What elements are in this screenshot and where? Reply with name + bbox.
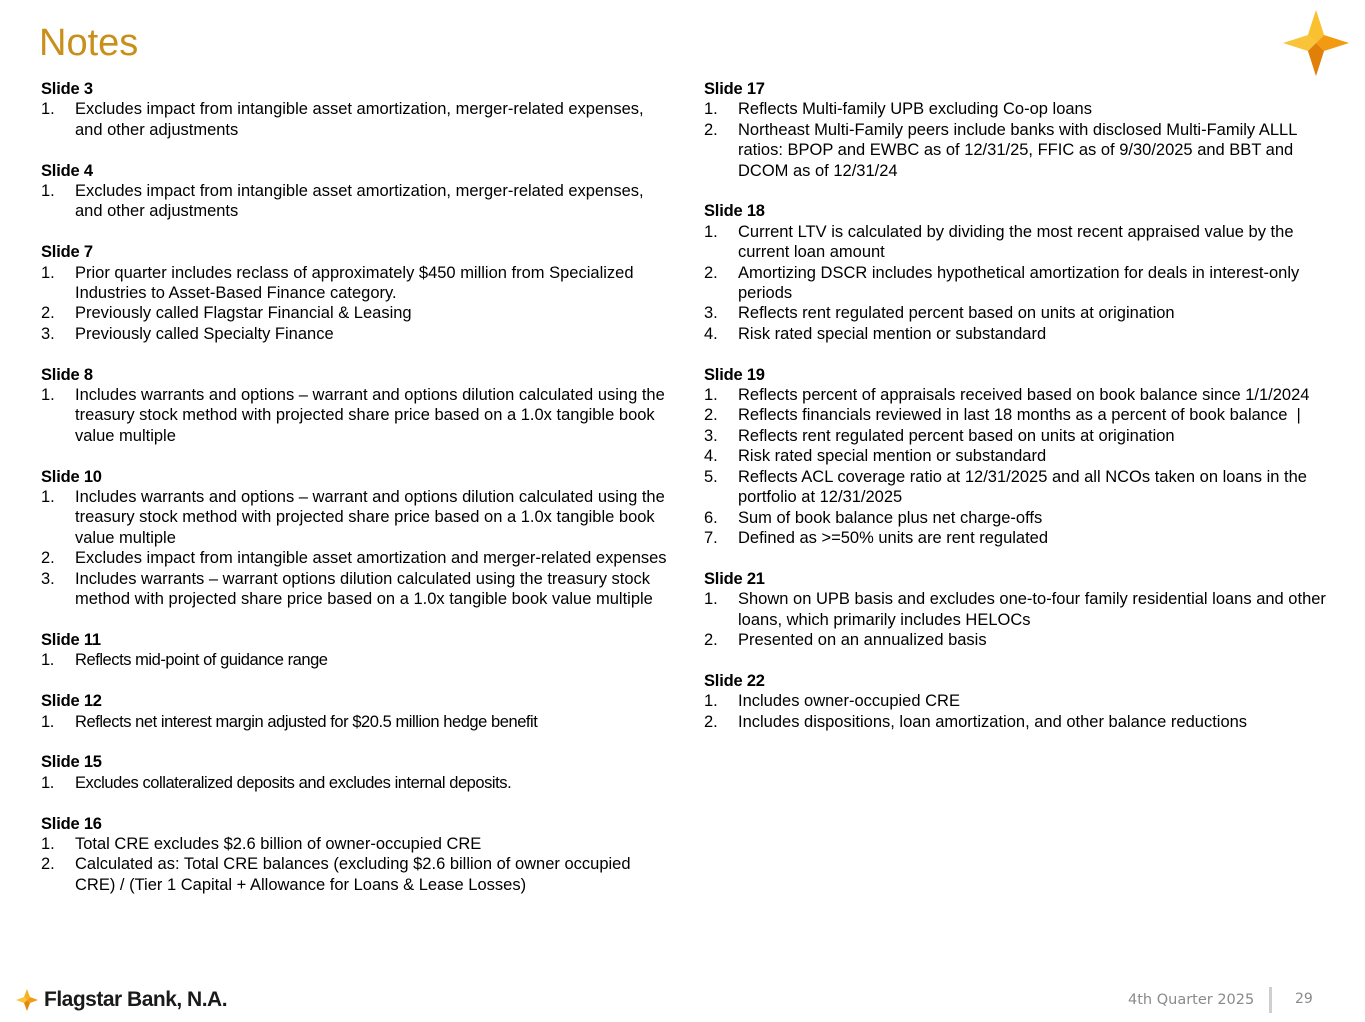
- note-number: 4.: [704, 324, 718, 343]
- note-text: Includes warrants and options – warrant and options dilution calculated using the treasury stock method with projected share price based on a 1.0x tangible book value multiple: [75, 386, 665, 445]
- note-number: 2.: [704, 630, 718, 649]
- notes-section: [704, 365, 1334, 549]
- notes-section: [41, 814, 671, 896]
- note-item: [41, 99, 671, 140]
- note-text: Reflects net interest margin adjusted for $20.5 million hedge benefit: [75, 712, 538, 731]
- note-text: Reflects rent regulated percent based on units at origination: [738, 426, 1175, 445]
- note-item: [41, 834, 671, 854]
- note-text: Excludes impact from intangible asset amortization, merger-related expenses, and other adjustments: [75, 182, 644, 221]
- note-item: [41, 569, 671, 610]
- note-item: [41, 854, 671, 895]
- notes-section: [41, 752, 671, 793]
- note-item: [704, 528, 1334, 548]
- note-text: Total CRE excludes $2.6 billion of owner-occupied CRE: [75, 834, 482, 853]
- section-title: Slide 18: [704, 202, 765, 221]
- note-text: Reflects mid-point of guidance range: [75, 651, 328, 670]
- notes-section: [704, 671, 1334, 732]
- note-number: 3.: [704, 304, 718, 323]
- note-number: 2.: [704, 263, 718, 282]
- notes-section: [41, 242, 671, 344]
- note-number: 1.: [704, 222, 718, 241]
- note-text: Amortizing DSCR includes hypothetical amortization for deals in interest-only periods: [738, 263, 1300, 303]
- footer-divider: [1269, 987, 1272, 1013]
- note-item: [41, 324, 671, 344]
- note-number: 1.: [704, 590, 718, 609]
- note-number: 1.: [41, 834, 55, 853]
- notes-section: [704, 201, 1334, 344]
- note-item: [41, 263, 671, 304]
- note-text: Includes owner-occupied CRE: [738, 692, 960, 711]
- section-title: Slide 3: [41, 80, 93, 98]
- note-item: [704, 303, 1334, 323]
- section-title: Slide 22: [704, 671, 765, 690]
- note-item: [41, 385, 671, 446]
- section-title: Slide 19: [704, 365, 765, 384]
- notes-section: [41, 365, 671, 447]
- note-text: Includes dispositions, loan amortization, and other balance reductions: [738, 712, 1248, 731]
- note-text: Includes warrants and options – warrant and options dilution calculated using the treasury stock method with projected share price based on a 1.0x tangible book value multiple: [75, 488, 665, 547]
- note-text: Reflects ACL coverage ratio at 12/31/2025 and all NCOs taken on loans in the portfolio at 12/31/2025: [738, 467, 1307, 507]
- note-item: [704, 467, 1334, 508]
- note-number: 1.: [41, 651, 54, 670]
- notes-section: [41, 467, 671, 610]
- note-text: Reflects financials reviewed in last 18 months as a percent of book balance |: [738, 406, 1301, 425]
- note-number: 2.: [41, 549, 55, 568]
- section-title: Slide 16: [41, 814, 102, 833]
- note-number: 6.: [704, 508, 718, 527]
- note-number: 1.: [41, 100, 55, 119]
- note-number: 1.: [704, 100, 718, 119]
- note-number: 2.: [41, 855, 55, 874]
- note-text: Previously called Specialty Finance: [75, 324, 334, 343]
- page-title: Notes: [39, 22, 139, 64]
- notes-section: [41, 79, 671, 140]
- section-title: Slide 17: [704, 80, 765, 98]
- section-title: Slide 12: [41, 692, 102, 711]
- section-title: Slide 8: [41, 365, 93, 384]
- note-number: 1.: [41, 386, 55, 405]
- footer-quarter: 4th Quarter 2025: [1128, 992, 1255, 1008]
- notes-section: [41, 691, 671, 732]
- note-text: Defined as >=50% units are rent regulated: [738, 528, 1049, 547]
- note-item: [704, 324, 1334, 344]
- note-number: 3.: [41, 569, 55, 588]
- note-item: [704, 691, 1334, 711]
- section-title: Slide 21: [704, 569, 765, 588]
- flagstar-star-icon: [15, 988, 39, 1012]
- note-text: Presented on an annualized basis: [738, 630, 987, 649]
- note-text: Previously called Flagstar Financial & Leasing: [75, 304, 412, 323]
- section-title: Slide 4: [41, 161, 93, 180]
- note-text: Risk rated special mention or substandard: [738, 324, 1047, 343]
- footer-brand-logo: [15, 988, 227, 1012]
- notes-section: [41, 630, 671, 671]
- note-item: [704, 120, 1334, 181]
- section-title: Slide 15: [41, 753, 102, 772]
- flagstar-star-icon: [1281, 8, 1351, 78]
- note-text: Calculated as: Total CRE balances (excluding $2.6 billion of owner occupied CRE) / (Tier 1 Capital + Allowance for Loans & Lease Losses): [75, 855, 631, 894]
- notes-section: [704, 79, 1334, 181]
- note-number: 2.: [704, 120, 718, 139]
- section-title: Slide 11: [41, 630, 101, 649]
- note-text: Risk rated special mention or substandard: [738, 447, 1047, 466]
- note-item: [704, 99, 1334, 119]
- note-text: Reflects Multi-family UPB excluding Co-op loans: [738, 100, 1092, 119]
- note-item: [704, 263, 1334, 304]
- note-number: 1.: [41, 263, 55, 282]
- notes-section: [41, 161, 671, 222]
- note-number: 7.: [704, 528, 718, 547]
- note-item: [41, 773, 671, 793]
- note-number: 3.: [41, 324, 55, 343]
- note-item: [41, 650, 671, 670]
- note-item: [704, 426, 1334, 446]
- notes-section: [704, 569, 1334, 651]
- note-item: [704, 508, 1334, 528]
- note-text: Excludes impact from intangible asset amortization, merger-related expenses, and other adjustments: [75, 100, 644, 139]
- note-number: 1.: [704, 386, 718, 405]
- note-item: [41, 548, 671, 568]
- note-number: 5.: [704, 467, 718, 486]
- note-number: 2.: [704, 406, 718, 425]
- note-item: [41, 181, 671, 222]
- note-text: Current LTV is calculated by dividing the most recent appraised value by the current loan amount: [738, 222, 1294, 262]
- note-text: Excludes collateralized deposits and excludes internal deposits.: [75, 773, 512, 792]
- page-number: 29: [1295, 991, 1313, 1007]
- note-text: Includes warrants – warrant options dilution calculated using the treasury stock method with projected share price based on a 1.0x tangible book value multiple: [75, 569, 653, 609]
- note-item: [704, 222, 1334, 263]
- note-number: 2.: [41, 304, 55, 323]
- note-number: 1.: [41, 182, 55, 201]
- section-title: Slide 7: [41, 243, 93, 262]
- note-text: Shown on UPB basis and excludes one-to-four family residential loans and other loans, which primarily includes HELOCs: [738, 590, 1326, 629]
- note-text: Excludes impact from intangible asset amortization and merger-related expenses: [75, 549, 667, 568]
- note-text: Reflects rent regulated percent based on units at origination: [738, 304, 1175, 323]
- footer-brand-name: Flagstar Bank, N.A.: [44, 988, 228, 1011]
- note-item: [704, 630, 1334, 650]
- note-text: Northeast Multi-Family peers include banks with disclosed Multi-Family ALLL ratios: BPOP and EWBC as of 12/31/25, FFIC as of 9/30/2025 and BBT and DCOM as of 12/31/24: [738, 120, 1297, 180]
- note-number: 1.: [41, 488, 55, 507]
- note-item: [704, 385, 1334, 405]
- notes-column-left: [41, 79, 671, 916]
- note-item: [704, 405, 1334, 425]
- note-text: Reflects percent of appraisals received based on book balance since 1/1/2024: [738, 386, 1310, 405]
- note-number: 1.: [41, 773, 54, 792]
- note-item: [704, 446, 1334, 466]
- note-item: [41, 712, 671, 732]
- note-number: 4.: [704, 447, 718, 466]
- note-text: Sum of book balance plus net charge-offs: [738, 508, 1043, 527]
- note-item: [41, 303, 671, 323]
- note-number: 3.: [704, 426, 718, 445]
- note-number: 1.: [41, 712, 54, 731]
- note-item: [704, 712, 1334, 732]
- note-number: 2.: [704, 712, 718, 731]
- section-title: Slide 10: [41, 467, 102, 486]
- note-number: 1.: [704, 692, 718, 711]
- notes-column-right: [704, 79, 1334, 752]
- note-item: [41, 487, 671, 548]
- note-text: Prior quarter includes reclass of approximately $450 million from Specialized Industries to Asset-Based Finance category.: [75, 263, 634, 303]
- note-item: [704, 589, 1334, 630]
